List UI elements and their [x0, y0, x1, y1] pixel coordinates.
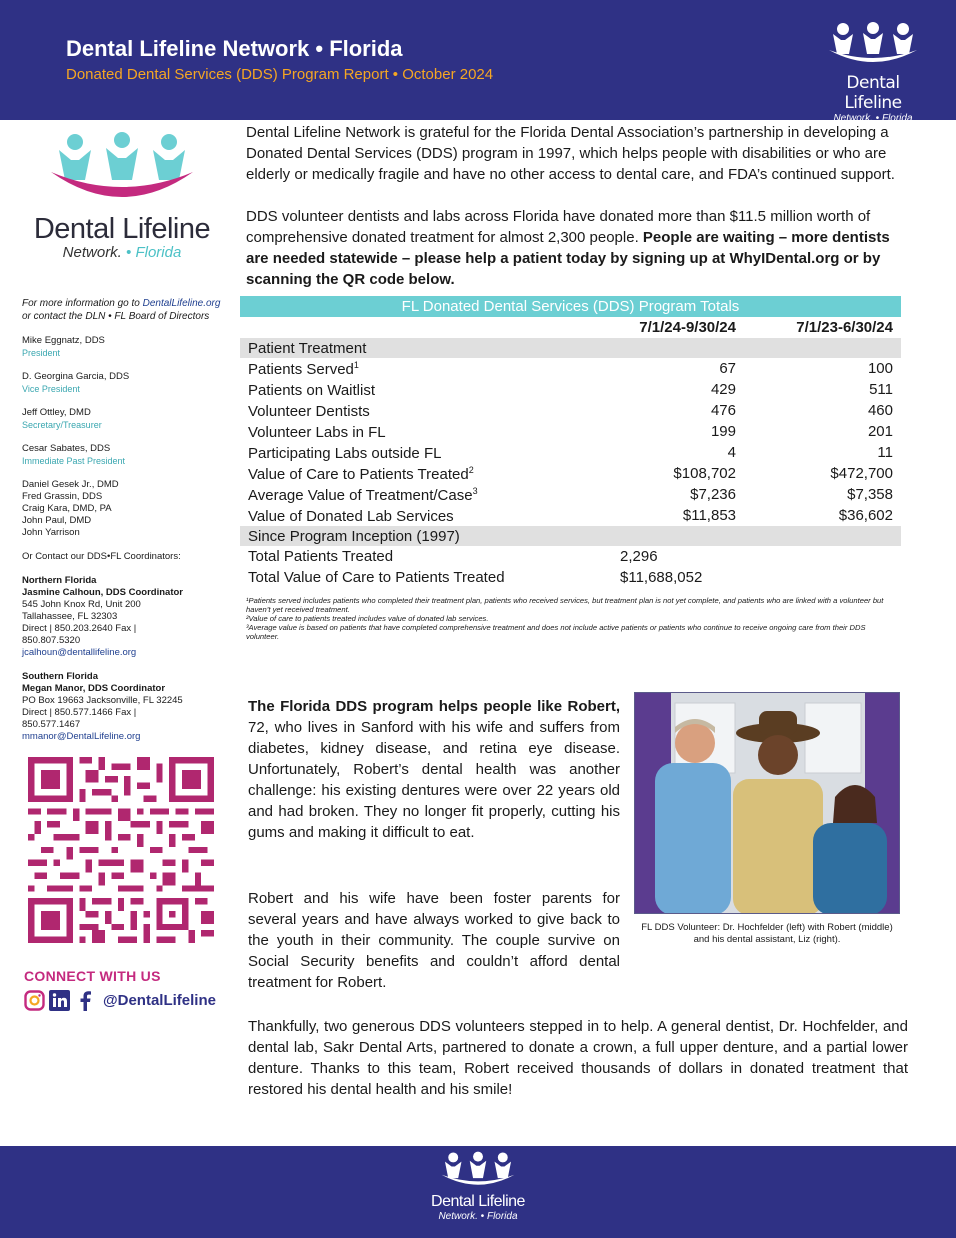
coordinator-name: Megan Manor, DDS Coordinator [22, 683, 166, 694]
row-value-prior: $7,358 [847, 486, 893, 503]
board-member-name: Jeff Ottley, DMD [22, 407, 91, 418]
sidebar-logo-sub: Network. • Florida [62, 244, 182, 261]
board-member-name: Craig Kara, DMD, PA [22, 503, 112, 514]
coordinator-name: Jasmine Calhoun, DDS Coordinator [22, 587, 183, 598]
story-paragraph: Robert and his wife have been foster parents for several years and have always worked to give back to the youth in their community. The couple survive on Social Security benefits and couldn’t afford dental treatment for Robert. [248, 890, 620, 991]
footer-logo-brand: Dental Lifeline [431, 1193, 525, 1210]
northern-coordinator [22, 575, 222, 659]
address-line: 545 John Knox Rd, Unit 200 [22, 599, 141, 610]
dental-lifeline-logo [22, 130, 222, 261]
story-paragraph [248, 696, 620, 843]
section-row [240, 338, 901, 358]
row-label: Patients on Waitlist [248, 381, 375, 399]
board-member-role: Vice President [22, 384, 80, 394]
board-member-name: Fred Grassin, DDS [22, 491, 103, 502]
social-links [24, 990, 222, 1011]
column-header: 7/1/24-9/30/24 [639, 319, 736, 336]
region-name: Southern Florida [22, 671, 98, 682]
row-value-prior: 511 [869, 381, 893, 398]
row-label: Participating Labs outside FL [248, 444, 442, 462]
phone-line: Direct | 850.577.1466 Fax | [22, 707, 137, 718]
call-to-action-text: People are waiting – more dentists are needed statewide – please help a patient today by signing up at WhyIDental.org or by scanning the QR code below. [246, 229, 890, 288]
board-member-name: John Yarrison [22, 527, 80, 538]
row-value-current: $11,853 [682, 507, 736, 524]
board-member [22, 407, 222, 431]
row-value-current: 476 [710, 402, 736, 419]
story-text: 72, who lives in Sanford with his wife and suffers from diabetes, kidney disease, and retina eye disease. Unfortunately, Robert’s dental health was another challenge: his existing dentures were over 22 years old and had broken. They no longer fit properly, cutting his gums and making it difficult to eat. [248, 719, 620, 841]
social-handle[interactable]: @DentalLifeline [103, 992, 216, 1009]
board-member-name: Daniel Gesek Jr., DMD [22, 479, 119, 490]
footnotes [246, 596, 896, 641]
intro-paragraph [246, 206, 902, 290]
phone-line: 850.577.1467 [22, 719, 81, 730]
table-row [240, 484, 901, 505]
row-label: Volunteer Dentists [248, 402, 370, 420]
row-label: Value of Donated Lab Services [248, 507, 454, 525]
footnote: ¹Patients served includes patients who completed their treatment plan, patients who received services, but treatment plan is not yet complete, and patients who are linked with a volunteer but haven’t yet received treatment. [246, 596, 884, 614]
column-header: 7/1/23-6/30/24 [796, 319, 893, 336]
qr-code-icon[interactable] [28, 757, 214, 943]
table-row [240, 358, 901, 379]
intro-paragraph: Dental Lifeline Network is grateful for the Florida Dental Association’s partnership in developing a Donated Dental Services (DDS) program in 1997, which helps people with disabilities or who are elderly or medically fragile and have no other access to dental care, and FDA’s continued support. [246, 124, 895, 183]
more-info-text [22, 297, 222, 323]
board-member-name: Cesar Sabates, DDS [22, 443, 111, 454]
dentallifeline-link[interactable]: DentalLifeline.org [142, 298, 221, 309]
header-logo-brand: Dental Lifeline [844, 73, 902, 113]
board-member [22, 335, 222, 359]
row-value-prior: 100 [867, 360, 893, 377]
table-row [240, 505, 901, 526]
row-label: Total Patients Treated [248, 548, 394, 565]
program-totals-table [240, 296, 901, 588]
board-member-name: Mike Eggnatz, DDS [22, 335, 105, 346]
table-title-row [240, 296, 901, 317]
footnote: ³Average value is based on patients that have completed comprehensive treatment and does not include active patients or patients who continue to receive ongoing care from their DDS volunteer. [246, 623, 866, 641]
southern-coordinator [22, 671, 222, 743]
page-footer [0, 1146, 956, 1238]
row-label: Patients Served$^1$ [248, 359, 359, 378]
table-row [240, 463, 901, 484]
region-name: Northern Florida [22, 575, 97, 586]
coordinator-email-link[interactable]: jcalhoun@dentallifeline.org [22, 647, 137, 658]
header-logo[interactable] [818, 20, 928, 124]
footer-logo-sub: Network. • Florida [438, 1211, 518, 1222]
phone-line: 850.807.5320 [22, 635, 81, 646]
board-members-list [22, 479, 222, 539]
row-label: Average Value of Treatment/Case$^3$ [248, 485, 478, 504]
people-logo-icon [827, 20, 919, 66]
section-title: Patient Treatment [240, 338, 901, 358]
table-row [240, 421, 901, 442]
row-value-prior: $36,602 [838, 507, 893, 524]
header-logo-sub: Network. • Florida [833, 113, 913, 124]
row-value-current: $108,702 [673, 465, 736, 482]
board-member [22, 371, 222, 395]
table-row [240, 442, 901, 463]
table-title: FL Donated Dental Services (DDS) Program Totals [240, 296, 901, 317]
row-value-current: 199 [710, 423, 736, 440]
row-value-current: 429 [710, 381, 736, 398]
row-label: Value of Care to Patients Treated$^2$ [248, 464, 474, 483]
connect-with-us-heading: CONNECT WITH US [24, 968, 161, 984]
page-header [0, 0, 956, 124]
sidebar-logo-brand: Dental Lifeline [33, 213, 211, 245]
header-title: Dental Lifeline Network • Florida [66, 36, 403, 61]
people-logo-icon [47, 130, 197, 202]
table-header-row [240, 317, 901, 338]
section-title: Since Program Inception (1997) [240, 526, 901, 546]
row-value-prior: 11 [877, 444, 893, 461]
volunteer-photo [634, 692, 900, 914]
board-member-name: D. Georgina Garcia, DDS [22, 371, 130, 382]
story-paragraph: Thankfully, two generous DDS volunteers stepped in to help. A general dentist, Dr. Hochfelder, and dental lab, Sakr Dental Arts, partnered to donate a crown, a full upper denture, and a partial lower denture. Thanks to this team, Robert received thousands of dollars in donated treatment that restored his dental health and his smile! [248, 1018, 908, 1098]
footer-logo[interactable] [420, 1150, 536, 1222]
story-lead: The Florida DDS program helps people like Robert, [248, 698, 620, 715]
row-value-current: $7,236 [690, 486, 736, 503]
row-value: 2,296 [620, 548, 658, 565]
people-logo-icon [438, 1150, 518, 1188]
coordinator-email-link[interactable]: mmanor@DentalLifeline.org [22, 731, 141, 742]
row-value-prior: 460 [867, 402, 893, 419]
row-value-current: 67 [719, 360, 736, 377]
logo-florida-word: Florida [135, 244, 182, 261]
phone-line: Direct | 850.203.2640 Fax | [22, 623, 137, 634]
footnote: ²Value of care to patients treated includes value of donated lab services. [246, 614, 489, 623]
table-row [240, 379, 901, 400]
board-member [22, 443, 222, 467]
board-member-role: President [22, 348, 61, 358]
row-value-prior: 201 [867, 423, 893, 440]
logo-network-word: Network. [62, 244, 122, 261]
board-member-name: John Paul, DMD [22, 515, 92, 526]
info-rest: or contact the DLN • FL Board of Directors [22, 311, 210, 322]
table-row [240, 567, 901, 588]
row-value: $11,688,052 [620, 569, 703, 586]
contact-coordinators-line: Or Contact our DDS•FL Coordinators: [22, 551, 181, 562]
row-label: Volunteer Labs in FL [248, 423, 386, 441]
row-label: Total Value of Care to Patients Treated [248, 569, 505, 586]
row-value-current: 4 [727, 444, 736, 461]
address-line: Tallahassee, FL 32303 [22, 611, 118, 622]
sidebar [22, 130, 222, 1011]
row-value-prior: $472,700 [830, 465, 893, 482]
table-row [240, 546, 901, 567]
photo-caption: FL DDS Volunteer: Dr. Hochfelder (left) with Robert (middle) and his dental assistant, Liz (right). [641, 922, 893, 945]
board-member-role: Secretary/Treasurer [22, 420, 102, 430]
section-row [240, 526, 901, 546]
table-row [240, 400, 901, 421]
intro-plain-text: DDS volunteer dentists and labs across Florida have donated more than $11.5 million worth of comprehensive donated treatment for almost 2,300 people. [246, 208, 871, 246]
address-line: PO Box 19663 Jacksonville, FL 32245 [22, 695, 183, 706]
info-lead: For more information go to [22, 298, 140, 309]
linkedin-icon[interactable] [49, 990, 70, 1011]
instagram-icon[interactable] [24, 990, 45, 1011]
facebook-icon[interactable] [74, 990, 95, 1011]
header-subtitle: Donated Dental Services (DDS) Program Report • October 2024 [66, 66, 494, 83]
main-content [246, 122, 902, 641]
board-member-role: Immediate Past President [22, 456, 126, 466]
